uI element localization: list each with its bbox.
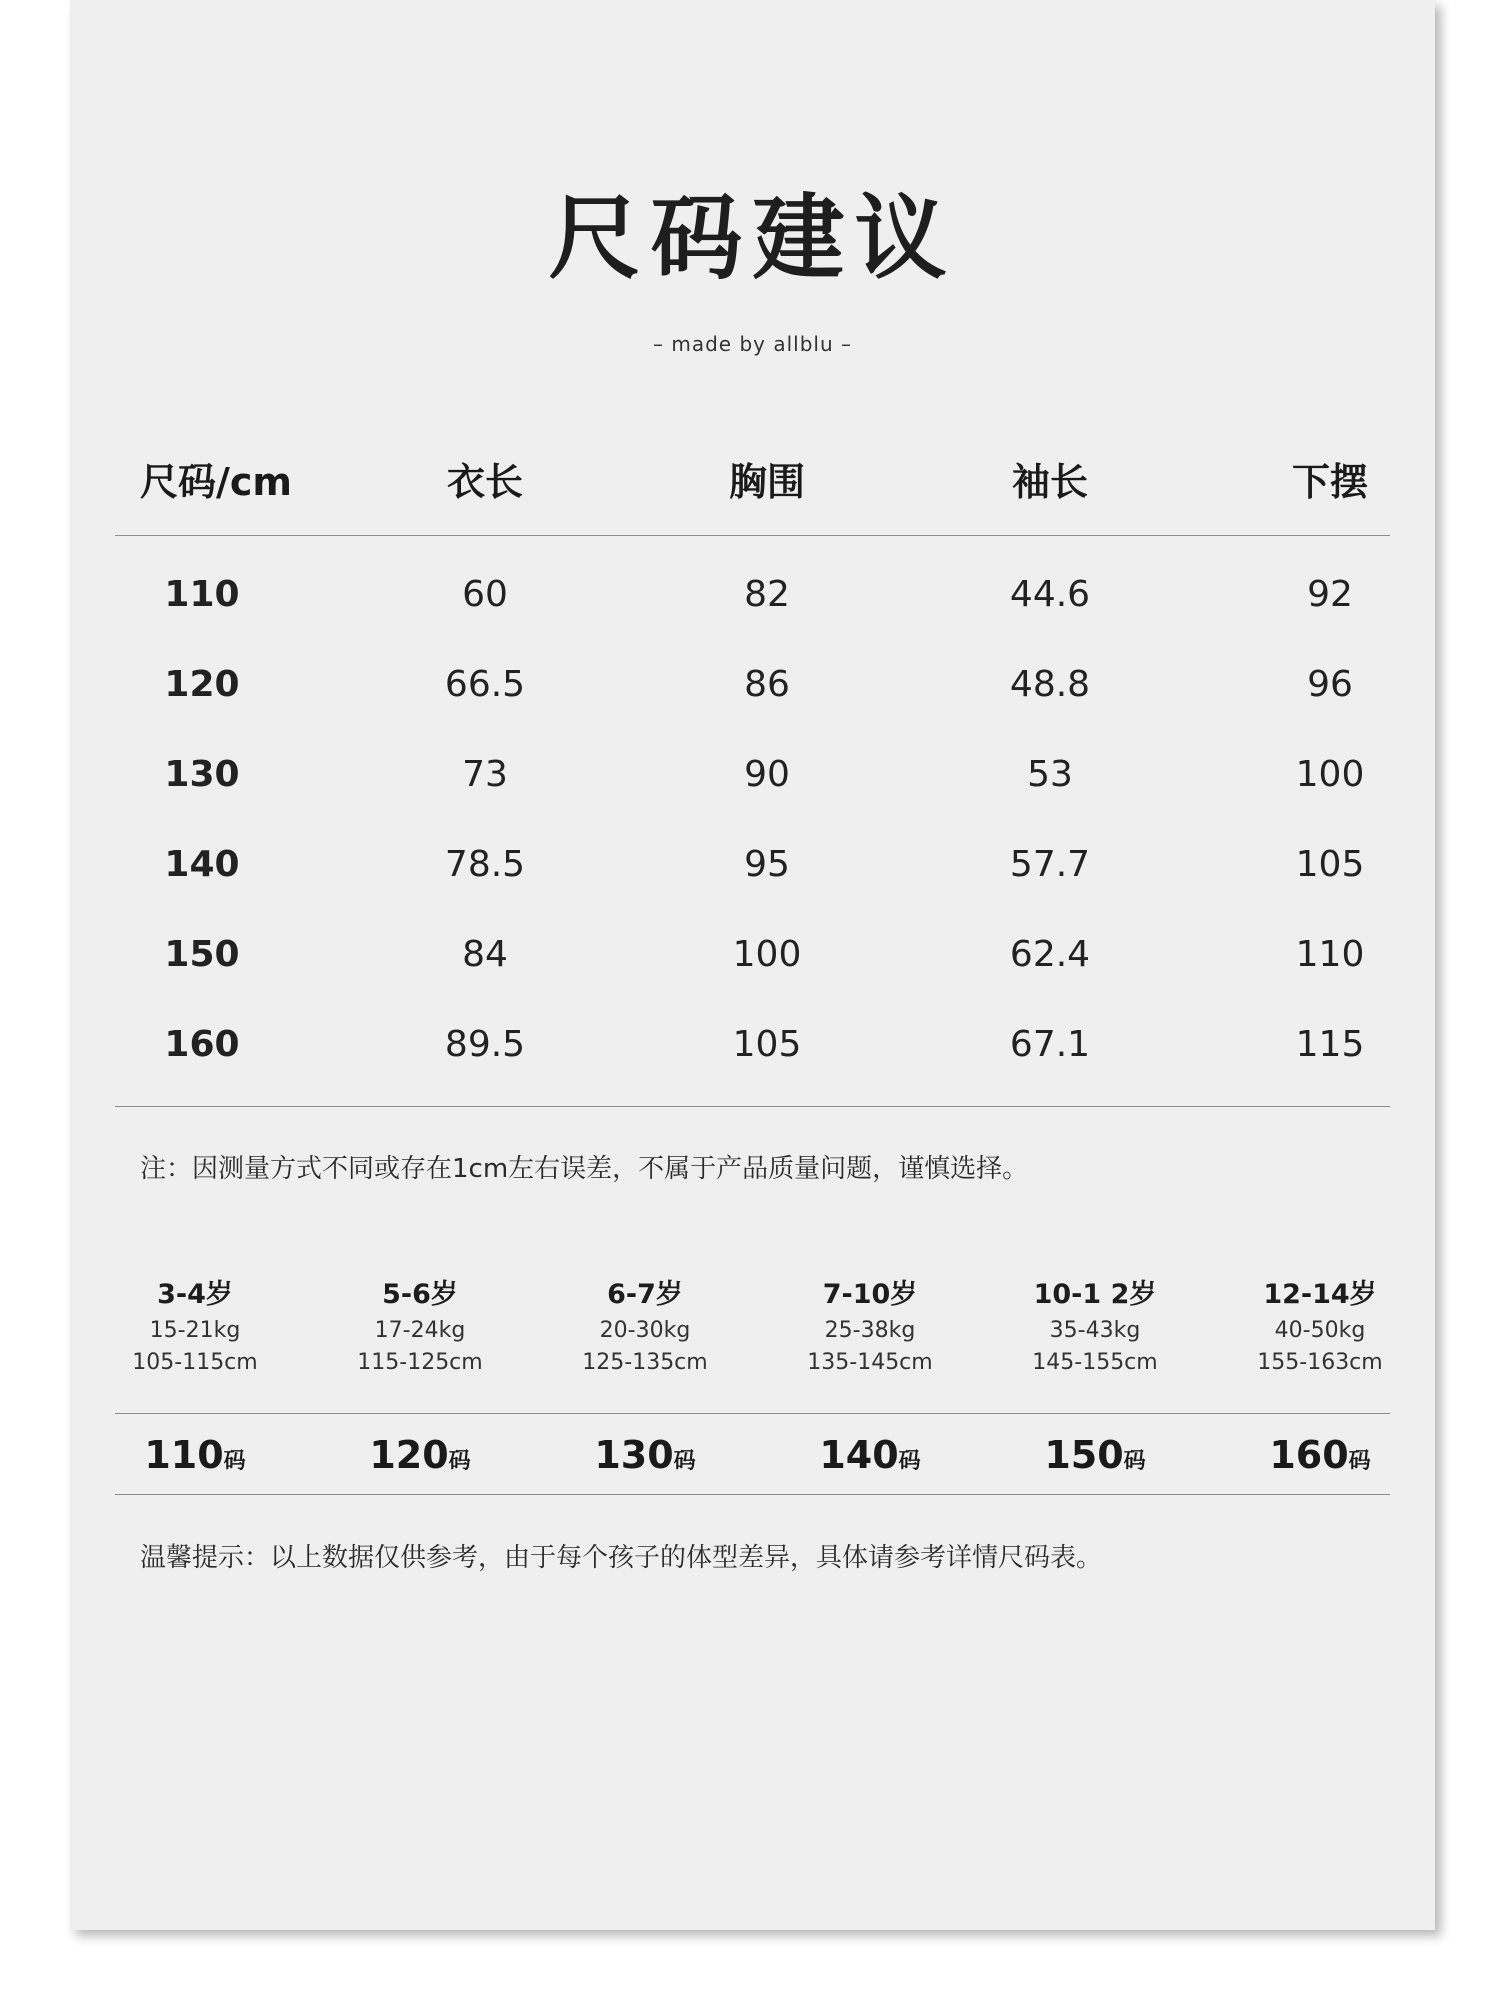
age-guide-item <box>995 1275 1195 1379</box>
recommended-size-number: 150 <box>1044 1433 1124 1477</box>
recommended-size <box>594 1425 695 1485</box>
weight-range: 20-30kg <box>599 1318 691 1343</box>
row-chest: 95 <box>744 844 790 885</box>
row-size: 150 <box>164 934 240 975</box>
recommended-size-unit: 码 <box>448 1449 471 1474</box>
row-hem: 105 <box>1295 844 1365 885</box>
table-row <box>70 1015 1435 1075</box>
age-guide-item <box>770 1275 970 1379</box>
weight-range: 25-38kg <box>824 1318 916 1343</box>
row-hem: 92 <box>1307 574 1353 615</box>
row-sleeve: 62.4 <box>1009 934 1091 975</box>
measurement-note: 注：因测量方式不同或存在1cm左右误差，不属于产品质量问题，谨慎选择。 <box>140 1154 1029 1184</box>
recommended-size-number: 140 <box>819 1433 899 1477</box>
age-range: 6-7岁 <box>607 1279 683 1310</box>
age-range: 10-1 2岁 <box>1033 1279 1157 1310</box>
age-guide-divider <box>115 1413 1390 1414</box>
row-size: 110 <box>164 574 240 615</box>
weight-range: 40-50kg <box>1274 1318 1366 1343</box>
table-row <box>70 925 1435 985</box>
row-chest: 82 <box>744 574 790 615</box>
header-size: 尺码/cm <box>140 460 293 504</box>
row-sleeve: 57.7 <box>1009 844 1091 885</box>
page-title: 尺码建议 <box>548 185 957 292</box>
recommended-size-number: 160 <box>1269 1433 1349 1477</box>
row-hem: 100 <box>1295 754 1365 795</box>
age-range: 3-4岁 <box>157 1279 233 1310</box>
height-range: 135-145cm <box>807 1350 933 1375</box>
row-hem: 96 <box>1307 664 1353 705</box>
weight-range: 35-43kg <box>1049 1318 1141 1343</box>
row-chest: 105 <box>732 1024 802 1065</box>
row-length: 73 <box>462 754 508 795</box>
header-sleeve: 袖长 <box>1011 460 1089 504</box>
table-row <box>70 565 1435 625</box>
height-range: 105-115cm <box>132 1350 258 1375</box>
height-range: 155-163cm <box>1257 1350 1383 1375</box>
row-length: 84 <box>462 934 508 975</box>
age-guide-item <box>1220 1275 1420 1379</box>
age-guide-item <box>545 1275 745 1379</box>
header-chest: 胸围 <box>728 460 806 504</box>
recommended-size-unit: 码 <box>898 1449 921 1474</box>
recommended-size <box>819 1425 920 1485</box>
recommended-size-number: 120 <box>369 1433 449 1477</box>
size-guide-card <box>70 0 1435 1930</box>
header-length: 衣长 <box>446 460 524 504</box>
row-chest: 100 <box>732 934 802 975</box>
header-hem: 下摆 <box>1291 460 1369 504</box>
height-range: 125-135cm <box>582 1350 708 1375</box>
recommended-size-unit: 码 <box>223 1449 246 1474</box>
recommended-size-unit: 码 <box>673 1449 696 1474</box>
row-chest: 86 <box>744 664 790 705</box>
row-hem: 110 <box>1295 934 1365 975</box>
row-size: 140 <box>164 844 240 885</box>
row-length: 78.5 <box>444 844 526 885</box>
recommended-size-unit: 码 <box>1348 1449 1371 1474</box>
age-range: 12-14岁 <box>1263 1279 1377 1310</box>
page-subtitle: – made by allblu – <box>653 332 852 356</box>
row-size: 160 <box>164 1024 240 1065</box>
recommended-size <box>144 1425 245 1485</box>
table-row <box>70 835 1435 895</box>
row-length: 66.5 <box>444 664 526 705</box>
recommended-size-number: 130 <box>594 1433 674 1477</box>
recommended-size-unit: 码 <box>1123 1449 1146 1474</box>
recommended-size <box>1269 1425 1370 1485</box>
row-chest: 90 <box>744 754 790 795</box>
recommended-size-number: 110 <box>144 1433 224 1477</box>
table-bottom-divider <box>115 1106 1390 1107</box>
recommended-size <box>1044 1425 1145 1485</box>
height-range: 145-155cm <box>1032 1350 1158 1375</box>
age-range: 5-6岁 <box>382 1279 458 1310</box>
row-sleeve: 67.1 <box>1009 1024 1091 1065</box>
tip-note: 温馨提示：以上数据仅供参考，由于每个孩子的体型差异，具体请参考详情尺码表。 <box>140 1543 1103 1573</box>
row-size: 130 <box>164 754 240 795</box>
age-guide-item <box>320 1275 520 1379</box>
weight-range: 17-24kg <box>374 1318 466 1343</box>
recommended-size-divider <box>115 1494 1390 1495</box>
height-range: 115-125cm <box>357 1350 483 1375</box>
table-top-divider <box>115 535 1390 536</box>
table-row <box>70 745 1435 805</box>
row-size: 120 <box>164 664 240 705</box>
row-length: 89.5 <box>444 1024 526 1065</box>
table-row <box>70 655 1435 715</box>
age-range: 7-10岁 <box>822 1279 918 1310</box>
row-hem: 115 <box>1295 1024 1365 1065</box>
size-table-header <box>70 452 1435 512</box>
weight-range: 15-21kg <box>149 1318 241 1343</box>
row-sleeve: 44.6 <box>1009 574 1091 615</box>
age-guide-item <box>95 1275 295 1379</box>
row-length: 60 <box>462 574 508 615</box>
row-sleeve: 48.8 <box>1009 664 1091 705</box>
recommended-size <box>369 1425 470 1485</box>
row-sleeve: 53 <box>1027 754 1073 795</box>
